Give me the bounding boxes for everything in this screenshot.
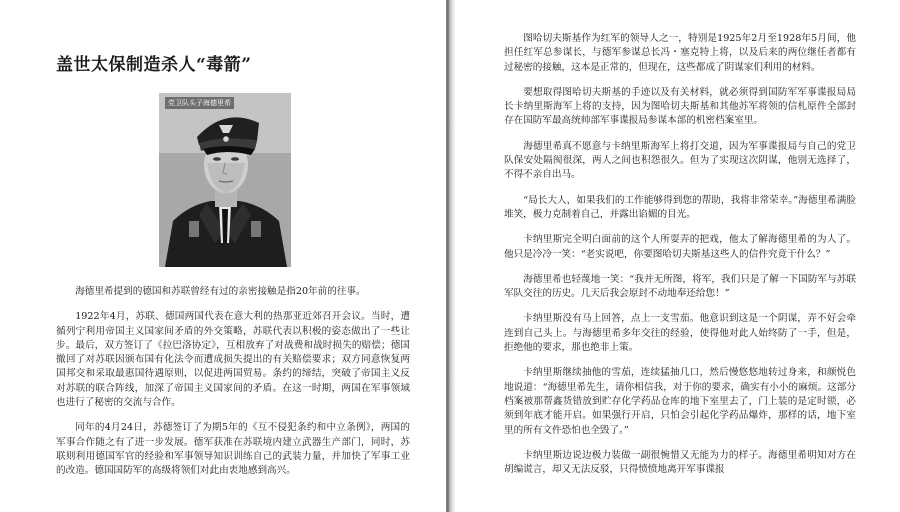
paragraph: 要想取得图哈切夫斯基的手迹以及有关材料，就必须得到国防军军事谍报局局长卡纳里斯海军上将的支持，因为图哈切夫斯基和其他苏军将领的信札原件全部封存在国防军最高统帅部军事谍报局参谋本部的机密档案室里。 [504,86,856,127]
paragraph: 图哈切夫斯基作为红军的领导人之一，特别是1925年2月至1928年5月间，他担任红军总参谋长，与德军参谋总长冯・塞克特上将，以及后来的两位继任者都有过秘密的接触，这本是正常的，但现在，这些都成了阴谋家们利用的材料。 [504,33,856,73]
paragraph: 海德里希真不愿意与卡纳里斯海军上将打交道，因为军事谍报局与自己的党卫队保安处隔阂很深，两人之间也积怨很久。但为了实现这次阴谋，他别无选择了，不得不亲自出马。 [504,140,856,181]
right-page [456,0,900,512]
portrait-figure-image [159,93,291,267]
book-gutter [446,0,456,512]
left-page [0,0,446,512]
portrait-photo [159,93,291,267]
photo-caption: 党卫队头子海德里希 [165,97,234,109]
paragraph: “局长大人，如果我们的工作能够得到您的帮助，我将非常荣幸。”海德里希满脸堆笑，极力克制着自己，并露出谄媚的目光。 [504,194,856,220]
paragraph: 同年的4月24日，苏德签订了为期5年的《互不侵犯条约和中立条例》，两国的军事合作随之有了进一步发展。德军获准在苏联境内建立武器生产部门，同时，苏联则利用德国军官的经验和军事领导知识训练自己的武装力量，并加快了军事工业的改造。德国国防军的高级将领们对此由衷地感到高兴。 [56,422,410,477]
paragraph: 卡纳里斯完全明白面前的这个人所耍弄的把戏，他太了解海德里希的为人了。他只是冷冷一笑：“老实说吧，你要图哈切夫斯基这些人的信件究竟干什么？” [504,234,856,260]
left-body-text [56,285,410,479]
chapter-title: 盖世太保制造杀人“毒箭” [56,55,252,75]
right-body-text [504,32,856,477]
paragraph: 海德里希提到的德国和苏联曾经有过的亲密接触是指20年前的往事。 [75,286,366,297]
paragraph: 1922年4月，苏联、德国两国代表在意大利的热那亚近郊召开会议。当时，遭循列宁利用帝国主义国家间矛盾的外交策略，苏联代表以积极的姿态做出了一些让步。最后，双方签订了《拉巴洛协定》，互相放弃了对战费和战时损失的赔偿；德国撤回了对苏联因颁布国有化法令而遭成损失提出的有关赔偿要求；双方同意恢复两国邦交和采取最惠国待遇原则，以促进两国贸易。条约的缔结，突破了帝国主义反对苏联的联合阵线，加深了帝国主义国家间的矛盾。在这一时期，两国在军事领域也进行了秘密的交流与合作。 [56,311,410,409]
paragraph: 卡纳里斯没有马上回答，点上一支雪茄。他意识到这是一个阴谋，弄不好会牵连到自己头上。与海德里希多年交往的经验，使得他对此人始终防了一手，但是，拒绝他的要求，那也绝非上策。 [504,313,856,354]
paragraph: 卡纳里斯边说边极力装做一副很惋惜又无能为力的样子。海德里希明知对方在胡编谎言，却又无法反驳，只得愤愤地离开军事谍报 [504,449,856,476]
paragraph: 海德里希也轻蔑地一笑：“我并无所图，将军，我们只是了解一下国防军与苏联军队交往的历史。几天后我会原封不动地奉还给您！” [504,273,856,300]
paragraph: 卡纳里斯继续抽他的雪茄，连续猛抽几口，然后慢悠悠地转过身来，和颜悦色地说道：“海德里希先生，请你相信我，对于你的要求，确实有小小的麻烦。这部分档案被那帮鑫货错放到贮存化学药品仓库的地下室里去了，门上装的是定时锁，必须到年底才能开启。如果强行开启，只怕会引起化学药品爆炸，那样的话，地下室里的所有文件恐怕也全毁了。” [504,367,856,436]
